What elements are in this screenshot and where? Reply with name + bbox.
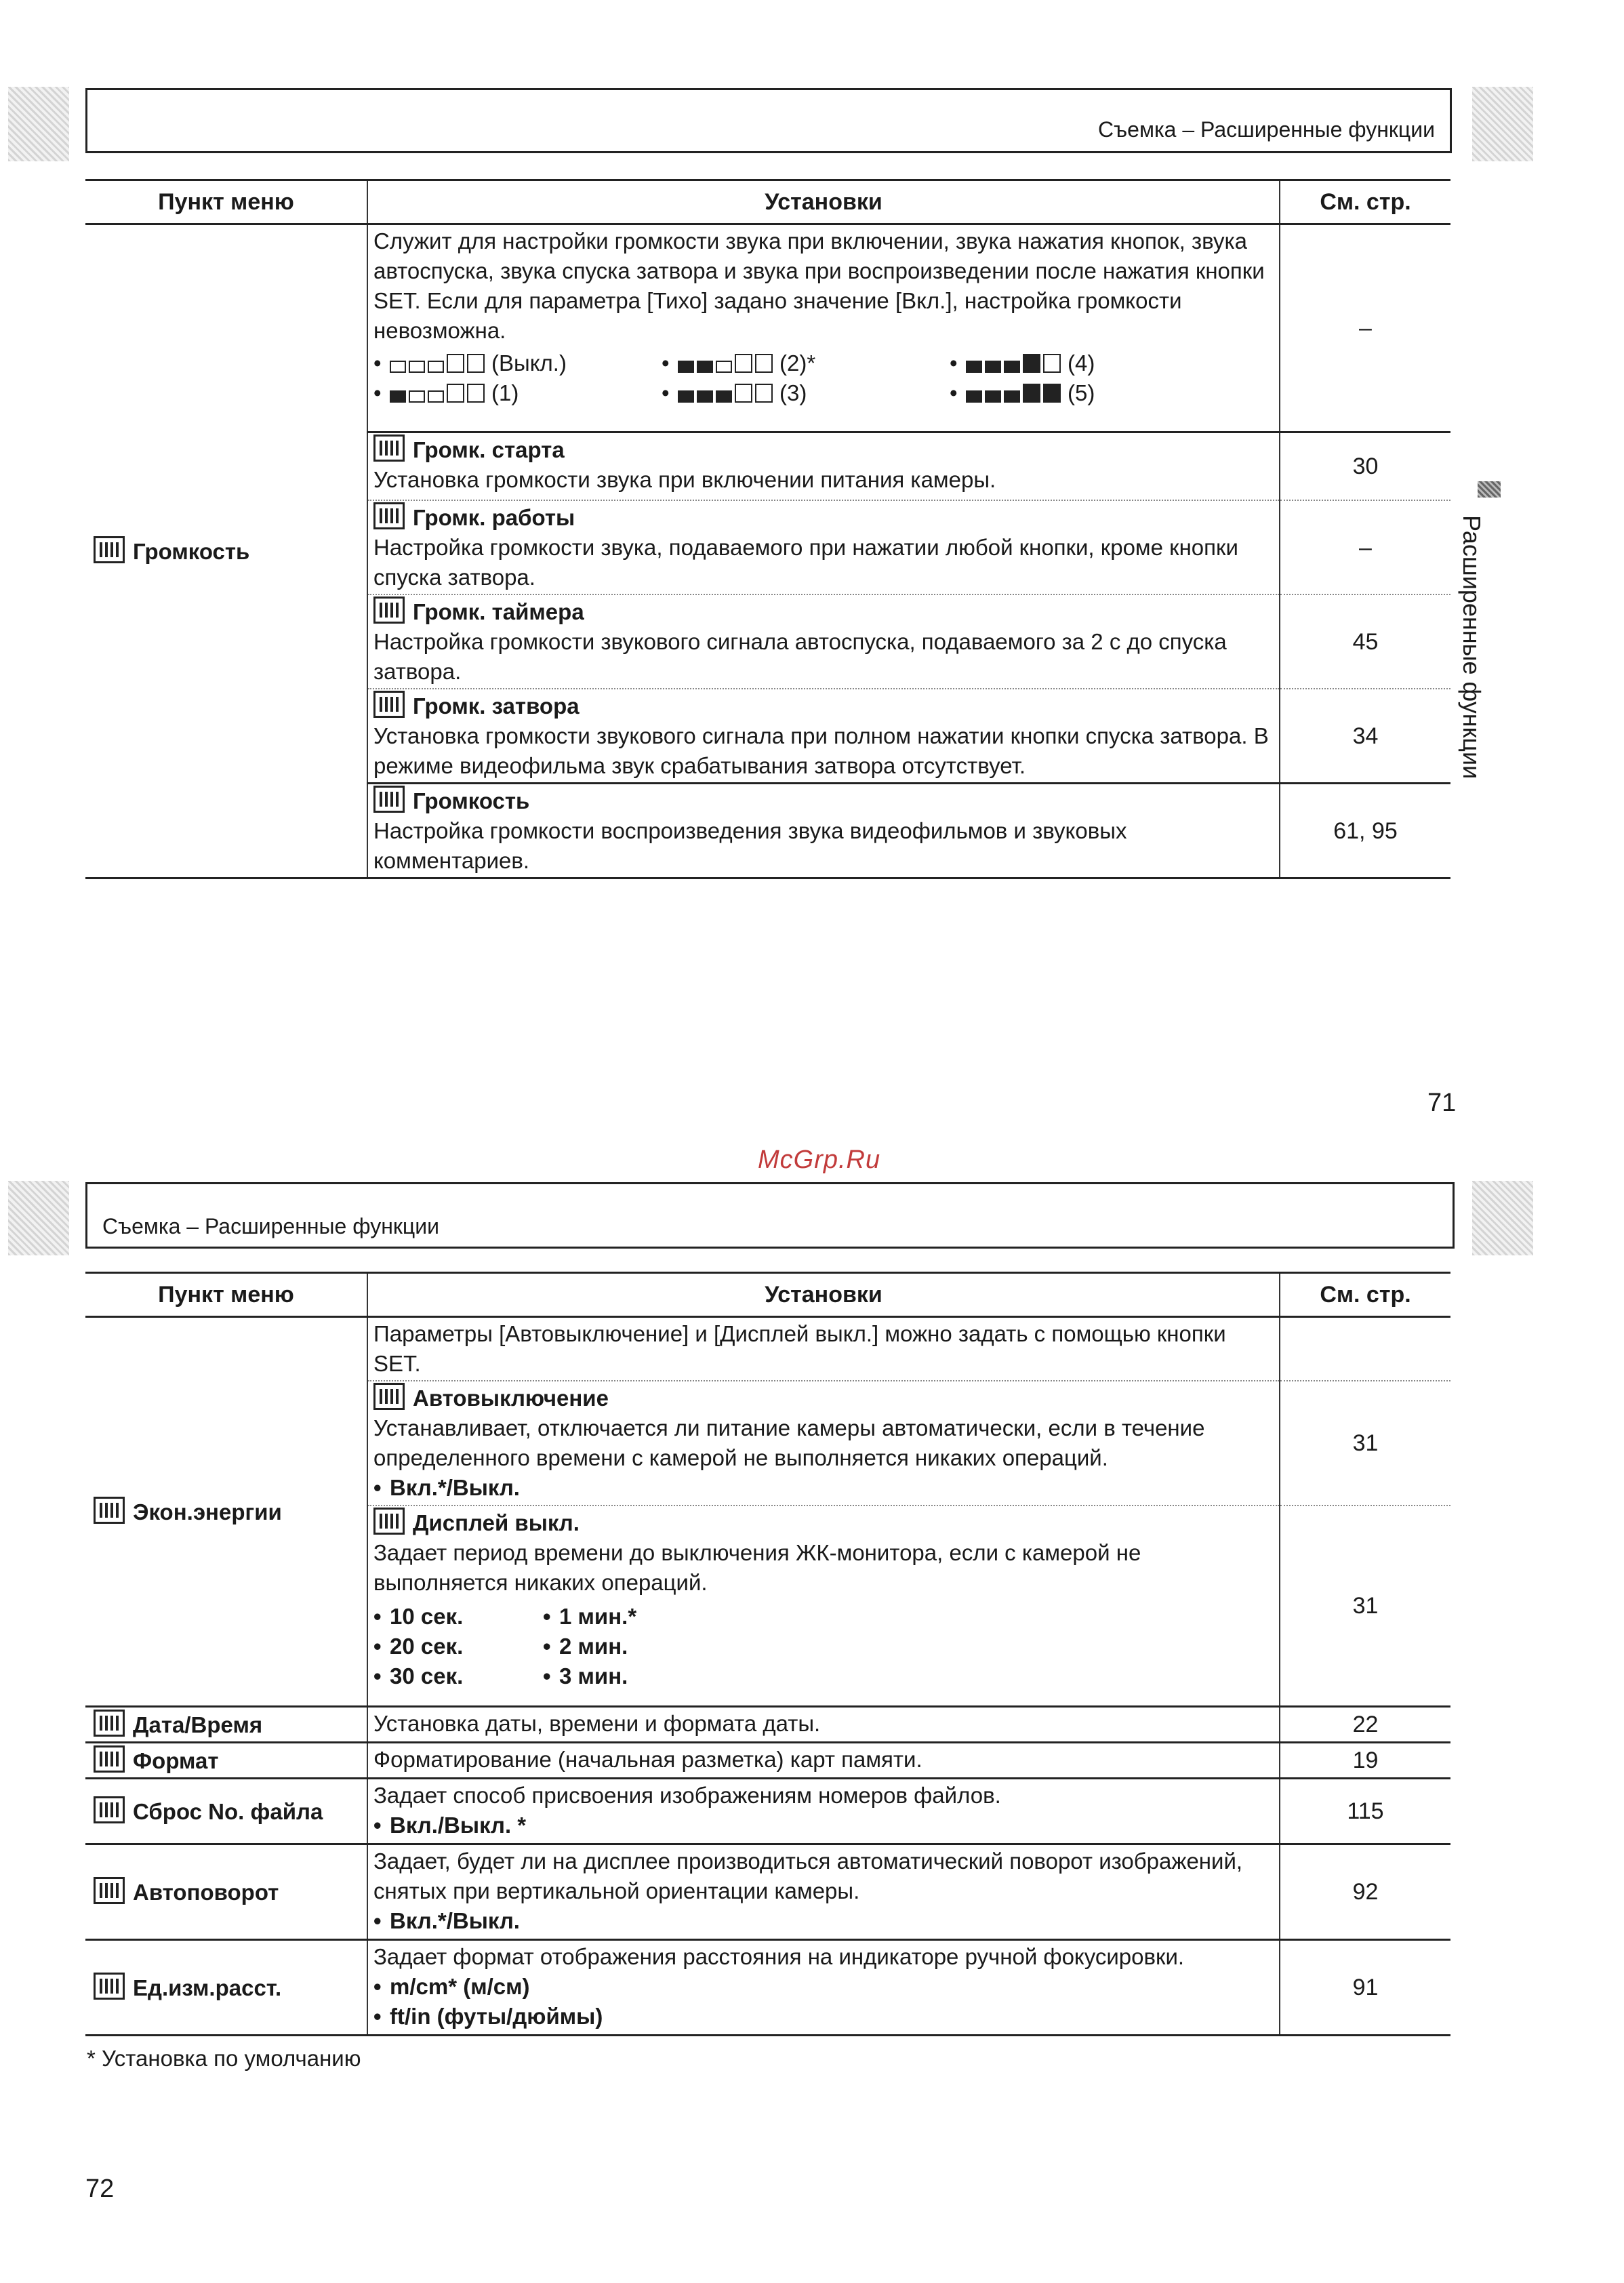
- scan-mark-top-right: [1472, 87, 1533, 161]
- shutter-volume-icon: [373, 691, 405, 718]
- display-off-option: • 10 сек.: [373, 1604, 464, 1629]
- auto-off-ref: 31: [1280, 1381, 1450, 1506]
- volume-level-2: • (2)*: [662, 350, 816, 376]
- subitem-title: Громк. таймера: [413, 599, 584, 624]
- col-menu-item: Пункт меню: [85, 1273, 367, 1317]
- distance-units-icon: [94, 1973, 125, 2000]
- table-row-auto-rotate: [85, 1844, 1450, 1940]
- file-number-option: • Вкл./Выкл. *: [373, 1813, 527, 1838]
- power-menu-label: Экон.энергии: [133, 1499, 282, 1524]
- volume-level-off: • (Выкл.): [373, 350, 567, 376]
- subitem-ref: 61, 95: [1280, 784, 1450, 878]
- volume-menu-cell: [85, 224, 367, 878]
- level-bars-icon: [390, 354, 485, 373]
- display-off-option: • 2 мин.: [543, 1634, 628, 1659]
- subitem-cell: [367, 500, 1280, 594]
- auto-off-option: • Вкл.*/Выкл.: [373, 1475, 520, 1500]
- volume-levels: [373, 348, 1274, 408]
- page1-header-title: Съемка – Расширенные функции: [1098, 117, 1435, 142]
- page2-header-row: [85, 1273, 1450, 1317]
- auto-rotate-text: Задает, будет ли на дисплее производиться автоматический поворот изображений, снятых при вертикальной ориентации камеры.: [373, 1848, 1243, 1903]
- display-off-title: Дисплей выкл.: [413, 1510, 580, 1535]
- page1-header-row: [85, 180, 1450, 224]
- distance-units-option: • ft/in (футы/дюймы): [373, 2004, 603, 2029]
- power-intro-text: Параметры [Автовыключение] и [Дисплей выкл.] можно задать с помощью кнопки SET.: [373, 1321, 1226, 1376]
- table-row-distance-units: [85, 1940, 1450, 2036]
- playback-volume-icon: [373, 786, 405, 813]
- display-off-options: [373, 1602, 1274, 1691]
- watermark: McGrp.Ru: [758, 1146, 881, 1174]
- display-off-option: • 1 мин.*: [543, 1604, 637, 1629]
- auto-rotate-ref: 92: [1280, 1844, 1450, 1940]
- file-number-cell: [367, 1779, 1280, 1844]
- volume-level-4: • (4): [950, 350, 1095, 376]
- auto-rotate-menu-cell: Автоповорот: [85, 1844, 367, 1940]
- auto-off-icon: [373, 1383, 405, 1410]
- col-settings: Установки: [367, 1273, 1280, 1317]
- col-settings: Установки: [367, 180, 1280, 224]
- volume-icon: [94, 536, 125, 563]
- col-menu-item: Пункт меню: [85, 180, 367, 224]
- col-page-ref: См. стр.: [1280, 180, 1450, 224]
- subitem-title: Громкость: [413, 788, 530, 813]
- page2-header-box: [85, 1182, 1455, 1249]
- subitem-ref: 45: [1280, 594, 1450, 689]
- subitem-cell: [367, 594, 1280, 689]
- distance-units-menu-cell: Ед.изм.расст.: [85, 1940, 367, 2036]
- display-off-text: Задает период времени до выключения ЖК-монитора, если с камерой не выполняется никаких операций.: [373, 1540, 1141, 1595]
- volume-intro-text: Служит для настройки громкости звука при включении, звука нажатия кнопок, звука автоспуска, звука спуска затвора и звука при воспроизведении после нажатия кнопки SET. Если для параметра [Тихо] задано значение [Вкл.], настройка громкости невозможна.: [373, 228, 1265, 343]
- format-text: Форматирование (начальная разметка) карт памяти.: [367, 1743, 1280, 1779]
- file-number-text: Задает способ присвоения изображениям номеров файлов.: [373, 1783, 1001, 1808]
- volume-intro-cell: [367, 224, 1280, 432]
- power-intro-ref: [1280, 1317, 1450, 1381]
- page1-header-box: [85, 88, 1452, 153]
- display-off-option: • 30 сек.: [373, 1663, 464, 1689]
- level-bars-icon: [966, 384, 1061, 403]
- power-saving-icon: [94, 1497, 125, 1524]
- volume-intro-ref: –: [1280, 224, 1450, 432]
- format-card-icon: [94, 1745, 125, 1773]
- selftimer-volume-icon: [373, 597, 405, 624]
- volume-intro-row: [85, 224, 1450, 432]
- table-row-format: [85, 1743, 1450, 1779]
- subitem-text: Настройка громкости воспроизведения звука видеофильмов и звуковых комментариев.: [373, 818, 1127, 873]
- power-menu-cell: [85, 1317, 367, 1707]
- page2-settings-table: [85, 1272, 1450, 2036]
- subitem-ref: –: [1280, 500, 1450, 594]
- subitem-ref: 30: [1280, 432, 1450, 501]
- level-bars-icon: [966, 354, 1061, 373]
- auto-off-title: Автовыключение: [413, 1386, 609, 1411]
- footnote: * Установка по умолчанию: [87, 2046, 361, 2071]
- subitem-text: Настройка громкости звука, подаваемого при нажатии любой кнопки, кроме кнопки спуска затвора.: [373, 535, 1238, 590]
- file-number-icon: [94, 1796, 125, 1823]
- distance-units-option: • m/cm* (м/см): [373, 1974, 530, 1999]
- subitem-title: Громк. работы: [413, 505, 575, 530]
- power-intro-cell: [367, 1317, 1280, 1381]
- display-off-icon: [373, 1508, 405, 1535]
- scan-mark-mid-right: [1472, 1181, 1533, 1255]
- subitem-title: Громк. старта: [413, 437, 565, 462]
- side-section-label: Расширенные функции: [1458, 515, 1486, 780]
- auto-rotate-icon: [94, 1877, 125, 1904]
- subitem-text: Настройка громкости звукового сигнала автоспуска, подаваемого за 2 с до спуска затвора.: [373, 629, 1227, 684]
- subitem-cell: [367, 689, 1280, 784]
- auto-rotate-cell: [367, 1844, 1280, 1940]
- subitem-title: Громк. затвора: [413, 693, 580, 719]
- side-tab-marker: [1478, 481, 1501, 498]
- subitem-text: Установка громкости звука при включении питания камеры.: [373, 467, 996, 492]
- display-off-option: • 20 сек.: [373, 1634, 464, 1659]
- scan-mark-mid-left: [8, 1181, 69, 1255]
- table-row-file-number: [85, 1779, 1450, 1844]
- date-time-ref: 22: [1280, 1707, 1450, 1743]
- page2-number: 72: [85, 2175, 115, 2203]
- level-bars-icon: [678, 354, 773, 373]
- format-ref: 19: [1280, 1743, 1450, 1779]
- table-row-date-time: [85, 1707, 1450, 1743]
- volume-level-1: • (1): [373, 380, 519, 405]
- col-page-ref: См. стр.: [1280, 1273, 1450, 1317]
- page1-number: 71: [1427, 1089, 1457, 1117]
- display-off-cell: [367, 1506, 1280, 1707]
- distance-units-text: Задает формат отображения расстояния на индикаторе ручной фокусировки.: [373, 1944, 1185, 1969]
- page1-settings-table: [85, 179, 1450, 879]
- date-time-menu-cell: Дата/Время: [85, 1707, 367, 1743]
- level-bars-icon: [678, 384, 773, 403]
- file-number-ref: 115: [1280, 1779, 1450, 1844]
- power-intro-row: [85, 1317, 1450, 1381]
- operation-volume-icon: [373, 502, 405, 529]
- startup-volume-icon: [373, 435, 405, 462]
- subitem-text: Установка громкости звукового сигнала при полном нажатии кнопки спуска затвора. В режиме видеофильма звук срабатывания затвора отсутствует.: [373, 723, 1269, 778]
- file-number-menu-cell: Сброс No. файла: [85, 1779, 367, 1844]
- distance-units-cell: [367, 1940, 1280, 2036]
- distance-units-ref: 91: [1280, 1940, 1450, 2036]
- auto-off-cell: [367, 1381, 1280, 1506]
- date-time-text: Установка даты, времени и формата даты.: [367, 1707, 1280, 1743]
- page2-header-title: Съемка – Расширенные функции: [102, 1214, 439, 1238]
- level-bars-icon: [390, 384, 485, 403]
- format-menu-cell: Формат: [85, 1743, 367, 1779]
- auto-rotate-option: • Вкл.*/Выкл.: [373, 1908, 520, 1933]
- volume-level-5: • (5): [950, 380, 1095, 405]
- volume-menu-label: Громкость: [133, 538, 250, 564]
- volume-level-3: • (3): [662, 380, 807, 405]
- scan-mark-top-left: [8, 87, 69, 161]
- subitem-cell: [367, 784, 1280, 878]
- display-off-ref: 31: [1280, 1506, 1450, 1707]
- date-time-icon: [94, 1710, 125, 1737]
- display-off-option: • 3 мин.: [543, 1663, 628, 1689]
- subitem-ref: 34: [1280, 689, 1450, 784]
- subitem-cell: [367, 432, 1280, 501]
- auto-off-text: Устанавливает, отключается ли питание камеры автоматически, если в течение определенного времени с камерой не выполняется никаких операций.: [373, 1415, 1205, 1470]
